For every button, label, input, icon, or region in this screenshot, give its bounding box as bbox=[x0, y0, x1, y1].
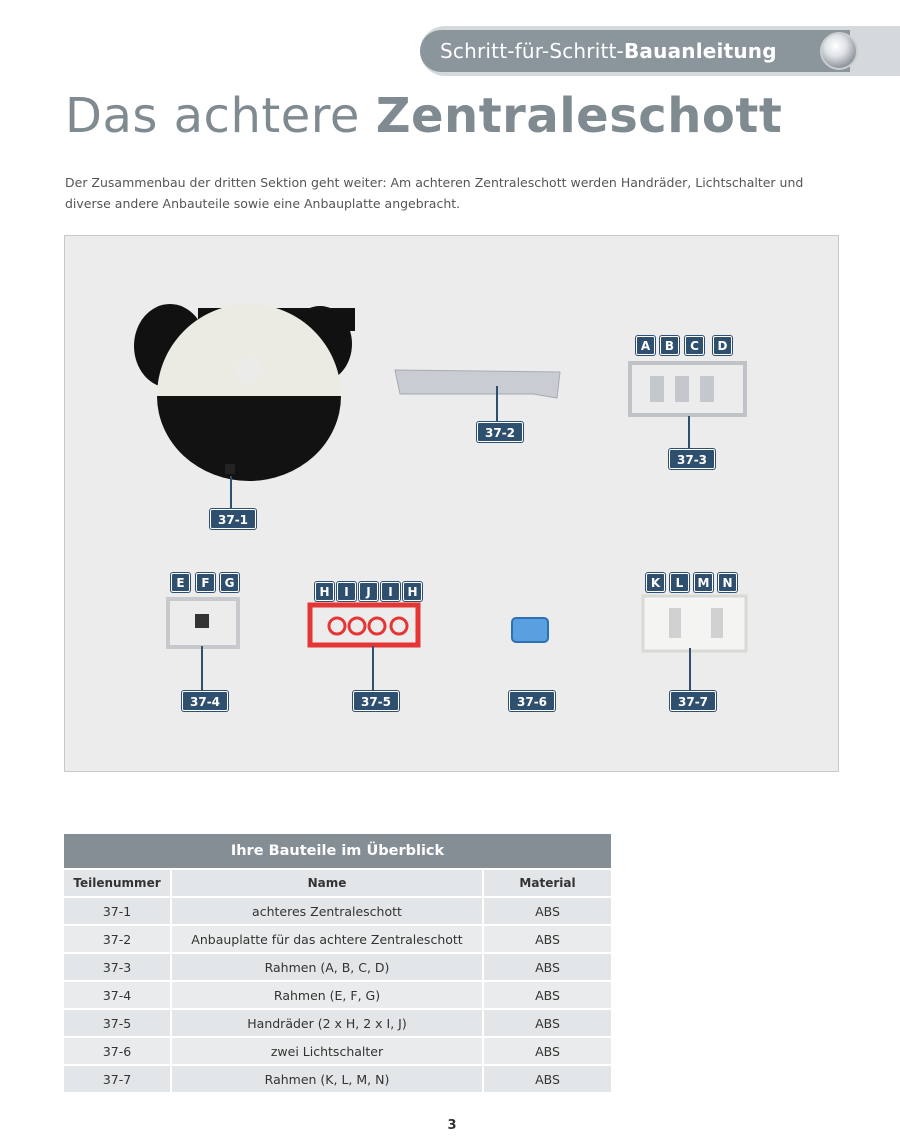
table-cell-name: zwei Lichtschalter bbox=[172, 1036, 484, 1064]
table-cell-teilenummer: 37-2 bbox=[64, 924, 172, 952]
letter-h-1: H bbox=[315, 582, 334, 601]
page-title bbox=[65, 88, 782, 144]
column-header-material: Material bbox=[484, 868, 611, 896]
column-header-name: Name bbox=[172, 868, 484, 896]
intro-text: Der Zusammenbau der dritten Sektion geht weiter: Am achteren Zentraleschott werden Handräder, Lichtschalter und diverse andere Anbauteile sowie eine Anbauplatte angebracht. bbox=[65, 175, 804, 211]
part-tag-37-3: 37-3 bbox=[669, 449, 715, 469]
parts-table bbox=[64, 834, 611, 1092]
table-cell-teilenummer: 37-1 bbox=[64, 896, 172, 924]
letter-k: K bbox=[646, 573, 665, 592]
section-label bbox=[440, 39, 777, 63]
letter-h-2: H bbox=[403, 582, 422, 601]
part-tag-37-5: 37-5 bbox=[353, 691, 399, 711]
table-caption: Ihre Bauteile im Überblick bbox=[64, 834, 611, 868]
part-37-1-shape bbox=[134, 304, 355, 481]
table-cell-material: ABS bbox=[484, 1036, 611, 1064]
orb-icon bbox=[820, 32, 858, 70]
table-cell-name: Handräder (2 x H, 2 x I, J) bbox=[172, 1008, 484, 1036]
table-row bbox=[64, 1064, 611, 1092]
page-number: 3 bbox=[447, 1118, 457, 1133]
table-cell-name: Rahmen (E, F, G) bbox=[172, 980, 484, 1008]
letter-i-2: I bbox=[381, 582, 400, 601]
part-tag-37-2: 37-2 bbox=[477, 422, 523, 442]
page-title-light: Das achtere bbox=[65, 88, 376, 144]
part-tag-37-6: 37-6 bbox=[509, 691, 555, 711]
letter-i-1: I bbox=[337, 582, 356, 601]
table-row bbox=[64, 1008, 611, 1036]
table-cell-name: Rahmen (A, B, C, D) bbox=[172, 952, 484, 980]
section-label-regular: Schritt-für-Schritt- bbox=[440, 39, 624, 63]
table-header-row bbox=[64, 868, 611, 896]
table-cell-material: ABS bbox=[484, 980, 611, 1008]
letter-b: B bbox=[660, 336, 679, 355]
column-header-teilenummer: Teilenummer bbox=[64, 868, 172, 896]
table-cell-material: ABS bbox=[484, 896, 611, 924]
letter-j: J bbox=[359, 582, 378, 601]
letter-l: L bbox=[670, 573, 689, 592]
table-cell-material: ABS bbox=[484, 924, 611, 952]
letter-g: G bbox=[220, 573, 239, 592]
table-cell-name: Rahmen (K, L, M, N) bbox=[172, 1064, 484, 1092]
table-cell-name: achteres Zentraleschott bbox=[172, 896, 484, 924]
table-cell-material: ABS bbox=[484, 1064, 611, 1092]
table-cell-teilenummer: 37-5 bbox=[64, 1008, 172, 1036]
letter-n: N bbox=[718, 573, 737, 592]
letter-f: F bbox=[196, 573, 215, 592]
table-cell-material: ABS bbox=[484, 1008, 611, 1036]
part-tag-37-1: 37-1 bbox=[210, 509, 256, 529]
table-caption-row bbox=[64, 834, 611, 868]
table-row bbox=[64, 896, 611, 924]
table-cell-teilenummer: 37-4 bbox=[64, 980, 172, 1008]
page-title-bold: Zentraleschott bbox=[375, 88, 783, 144]
table-cell-material: ABS bbox=[484, 952, 611, 980]
letter-e: E bbox=[171, 573, 190, 592]
part-tag-37-4: 37-4 bbox=[182, 691, 228, 711]
table-cell-teilenummer: 37-7 bbox=[64, 1064, 172, 1092]
letter-c: C bbox=[685, 336, 704, 355]
letter-d: D bbox=[713, 336, 732, 355]
section-label-bold: Bauanleitung bbox=[623, 39, 777, 63]
table-row bbox=[64, 1036, 611, 1064]
parts-photo bbox=[64, 235, 839, 772]
table-row bbox=[64, 924, 611, 952]
table-cell-teilenummer: 37-6 bbox=[64, 1036, 172, 1064]
letter-m: M bbox=[694, 573, 713, 592]
table-cell-name: Anbauplatte für das achtere Zentraleschott bbox=[172, 924, 484, 952]
part-tag-37-7: 37-7 bbox=[670, 691, 716, 711]
table-cell-teilenummer: 37-3 bbox=[64, 952, 172, 980]
table-row bbox=[64, 980, 611, 1008]
header-banner bbox=[420, 30, 850, 72]
table-row bbox=[64, 952, 611, 980]
letter-a: A bbox=[636, 336, 655, 355]
